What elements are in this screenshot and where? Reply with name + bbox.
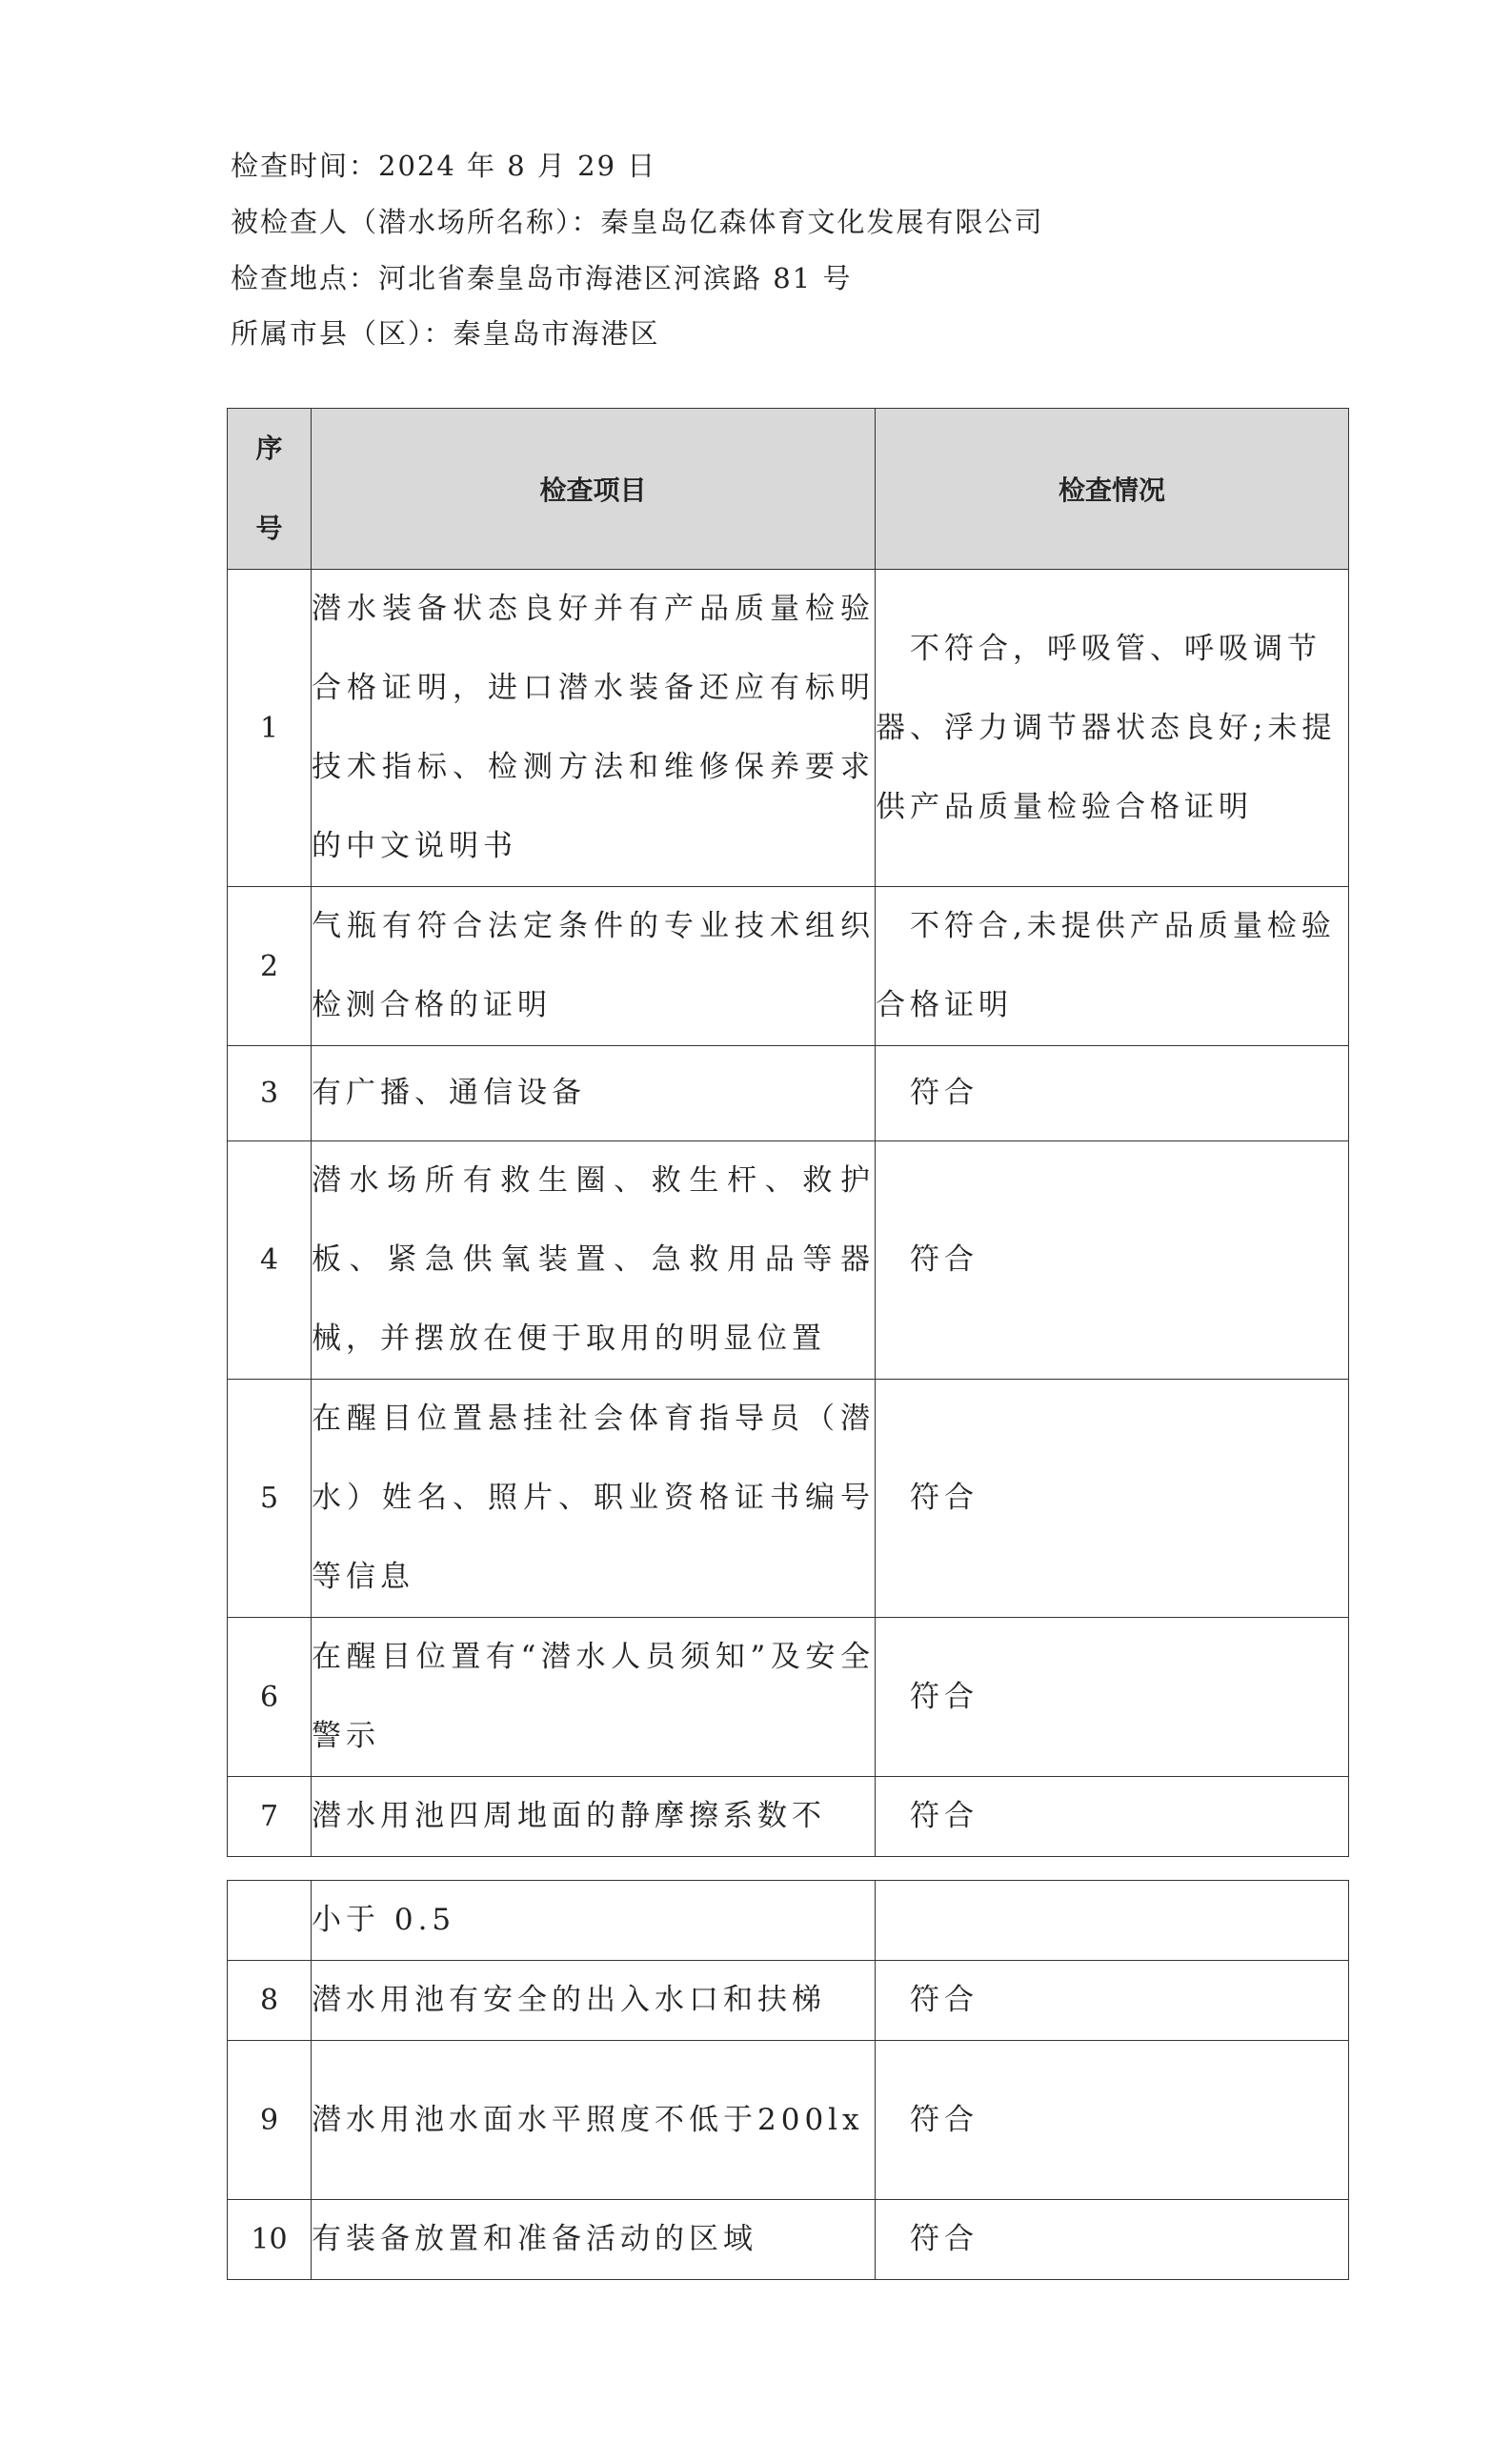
- row-result: 不符合,未提供产品质量检验合格证明: [876, 887, 1349, 1046]
- row-number: 8: [228, 1961, 312, 2041]
- col-header-item: 检查项目: [312, 409, 876, 570]
- table-row: [228, 1961, 1349, 2041]
- table-row: [228, 2041, 1349, 2200]
- row-number: 6: [228, 1618, 312, 1777]
- row-item: 潜水用池水面水平照度不低于200lx: [312, 2041, 876, 2200]
- row-result: 符合: [876, 1618, 1349, 1777]
- table-row: [228, 1777, 1349, 1857]
- row-number: [228, 1881, 312, 1961]
- row-item: 潜水装备状态良好并有产品质量检验合格证明，进口潜水装备还应有标明技术指标、检测方法和维修保养要求的中文说明书: [312, 570, 876, 887]
- row-item: 在醒目位置悬挂社会体育指导员（潜水）姓名、照片、职业资格证书编号等信息: [312, 1380, 876, 1618]
- row-item: 潜水场所有救生圈、救生杆、救护板、紧急供氧装置、急救用品等器械，并摆放在便于取用的明显位置: [312, 1141, 876, 1380]
- row-result: 符合: [876, 1141, 1349, 1380]
- inspection-date: 检查时间：2024 年 8 月 29 日: [231, 150, 657, 182]
- row-item: 潜水用池四周地面的静摩擦系数不: [312, 1777, 876, 1857]
- table-row: [228, 570, 1349, 887]
- table-row: [228, 1141, 1349, 1380]
- row-result: 符合: [876, 1046, 1349, 1141]
- district: 所属市县（区）：秦皇岛市海港区: [231, 317, 660, 350]
- row-item: 小于 0.5: [312, 1881, 876, 1961]
- table-row: [228, 887, 1349, 1046]
- inspection-table: [227, 408, 1349, 1857]
- row-result: [876, 1881, 1349, 1961]
- table-row: [228, 2200, 1349, 2280]
- table-row: [228, 1046, 1349, 1141]
- row-number: 9: [228, 2041, 312, 2200]
- row-number: 7: [228, 1777, 312, 1857]
- col-header-num: 序 号: [228, 409, 312, 570]
- inspectee-name: 被检查人（潜水场所名称）：秦皇岛亿森体育文化发展有限公司: [231, 206, 1044, 238]
- row-result: 符合: [876, 1961, 1349, 2041]
- row-result: 符合: [876, 2041, 1349, 2200]
- row-number: 5: [228, 1380, 312, 1618]
- table-row: [228, 1881, 1349, 1961]
- inspection-table-continued: [227, 1880, 1349, 2280]
- row-number: 3: [228, 1046, 312, 1141]
- table-header-row: [228, 409, 1349, 570]
- row-item: 有装备放置和准备活动的区域: [312, 2200, 876, 2280]
- row-result: 符合: [876, 1777, 1349, 1857]
- row-result: 符合: [876, 1380, 1349, 1618]
- row-item: 有广播、通信设备: [312, 1046, 876, 1141]
- row-item: 潜水用池有安全的出入水口和扶梯: [312, 1961, 876, 2041]
- row-item: 气瓶有符合法定条件的专业技术组织检测合格的证明: [312, 887, 876, 1046]
- table-row: [228, 1618, 1349, 1777]
- col-header-result: 检查情况: [876, 409, 1349, 570]
- row-number: 10: [228, 2200, 312, 2280]
- inspection-location: 检查地点：河北省秦皇岛市海港区河滨路 81 号: [231, 262, 853, 294]
- row-number: 4: [228, 1141, 312, 1380]
- row-number: 2: [228, 887, 312, 1046]
- row-result: 不符合，呼吸管、呼吸调节器、浮力调节器状态良好;未提供产品质量检验合格证明: [876, 570, 1349, 887]
- row-item: 在醒目位置有“潜水人员须知”及安全警示: [312, 1618, 876, 1777]
- row-number: 1: [228, 570, 312, 887]
- row-result: 符合: [876, 2200, 1349, 2280]
- table-row: [228, 1380, 1349, 1618]
